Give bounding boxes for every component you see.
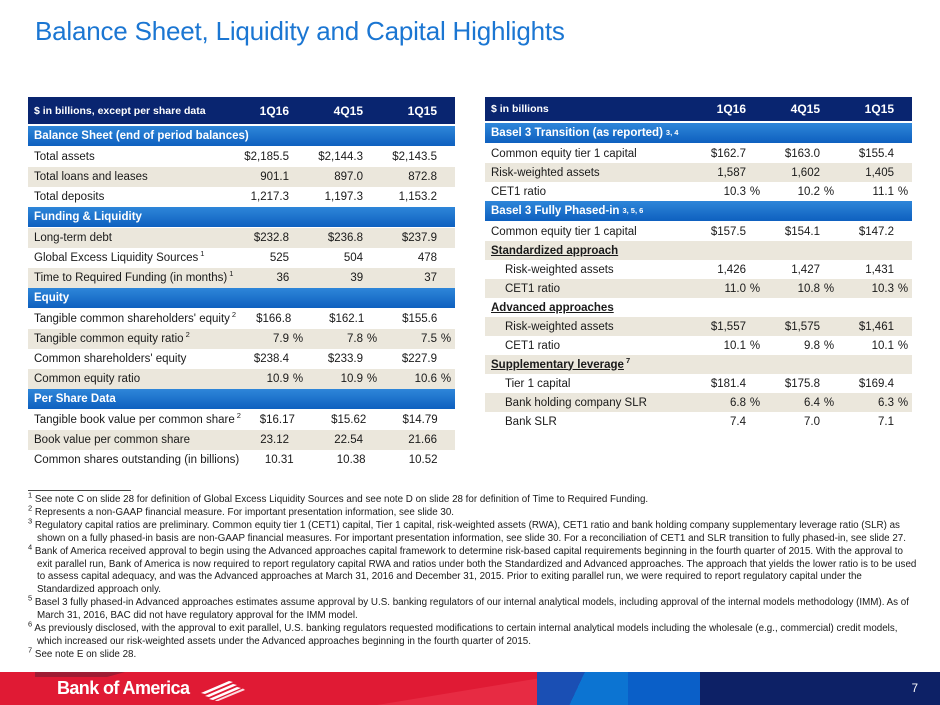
table-row <box>28 450 455 470</box>
row-label <box>34 330 233 345</box>
cell-value: 504 <box>343 252 363 264</box>
percent-sign: % <box>823 396 835 409</box>
brand-text: Bank of America <box>57 678 190 698</box>
table-row <box>485 412 912 431</box>
table-row <box>28 268 455 288</box>
cell-value: $14.79 <box>402 414 438 426</box>
footnote-text: As previously disclosed, with the approval to exit parallel, U.S. banking regulators requested modifications to certain internal analytical models including the wholesale (e.g., commercial) credit models, which increased our risk-weighted assets under the Advanced approaches beginning in the fourth quarter of 2015. <box>34 623 898 647</box>
row-label <box>491 186 690 198</box>
table-row <box>485 260 912 279</box>
table-row <box>485 336 912 355</box>
row-label-text: Bank holding company SLR <box>505 396 647 409</box>
column-header: 1Q16 <box>716 102 746 116</box>
footer-red-band <box>0 672 537 705</box>
row-label <box>34 310 237 325</box>
cell-value: 1,405 <box>865 166 894 179</box>
cell-value: 39 <box>350 272 364 284</box>
footnote-number: 1 <box>28 490 33 500</box>
row-label-text: Long-term debt <box>34 232 112 244</box>
row-label <box>491 167 690 179</box>
cell-value: $15.62 <box>331 414 367 426</box>
table-row <box>485 374 912 393</box>
cell-value: $16.17 <box>259 414 295 426</box>
footnote-number: 6 <box>28 619 33 629</box>
row-label-superscript: 1 <box>229 269 234 279</box>
row-label-superscript: 2 <box>185 330 190 340</box>
cell-value: 7.4 <box>730 415 746 428</box>
row-label <box>34 434 233 446</box>
row-label-text: Supplementary leverage <box>491 358 624 371</box>
row-label-text: CET1 ratio <box>491 185 546 198</box>
percent-sign: % <box>897 396 909 409</box>
table-row <box>485 279 912 298</box>
row-label <box>491 355 912 371</box>
row-label <box>34 151 233 163</box>
cell-value: 1,197.3 <box>324 191 363 203</box>
section-header-label: Equity <box>34 292 70 304</box>
table-row <box>485 355 912 374</box>
footnote <box>28 542 918 598</box>
cell-value: $227.9 <box>401 353 437 365</box>
cell-value: 1,217.3 <box>250 191 289 203</box>
cell-value: 901.1 <box>260 171 289 183</box>
row-label-text: Common equity tier 1 capital <box>491 147 637 160</box>
cell-value: 10.31 <box>264 454 294 466</box>
cell-value: 1,426 <box>717 263 746 276</box>
row-label-text: CET1 ratio <box>505 339 560 352</box>
row-label <box>491 416 690 428</box>
row-label <box>34 191 233 203</box>
row-label <box>34 249 233 264</box>
footer-blue-segment <box>537 672 628 705</box>
percent-sign: % <box>440 333 452 345</box>
row-label-superscript: 7 <box>625 355 631 365</box>
cell-value: $238.4 <box>253 353 289 365</box>
column-header: 4Q15 <box>333 103 363 118</box>
cell-value: 10.1 <box>723 339 746 352</box>
percent-sign: % <box>366 373 378 385</box>
percent-sign: % <box>749 396 761 409</box>
footer-accent-shape <box>377 672 537 705</box>
cell-value: 525 <box>269 252 289 264</box>
footnote-text: Represents a non-GAAP financial measure. For important presentation information, see slide 30. <box>34 506 455 518</box>
table-row <box>28 187 455 207</box>
cell-value: 10.3 <box>871 282 894 295</box>
percent-sign: % <box>897 185 909 198</box>
row-label-text: Bank SLR <box>505 415 557 428</box>
cell-value: 23.12 <box>260 434 289 446</box>
footer-navy-segment <box>700 672 940 705</box>
cell-value: 10.8 <box>797 282 820 295</box>
row-label <box>34 171 233 183</box>
footnote <box>28 645 918 662</box>
percent-sign: % <box>897 282 909 295</box>
table-header-label: $ in billions, except per share data <box>34 104 206 117</box>
balance-sheet-table <box>28 97 455 470</box>
percent-sign: % <box>823 282 835 295</box>
section-header <box>28 288 455 309</box>
row-label <box>34 411 241 426</box>
footer-bar <box>0 672 940 705</box>
row-label-text: Tangible common shareholders' equity <box>34 313 230 325</box>
percent-sign: % <box>823 339 835 352</box>
cell-value: $166.8 <box>256 313 292 325</box>
footnote-text: See note E on slide 28. <box>34 648 137 660</box>
footnote-number: 5 <box>28 593 33 603</box>
cell-value: $2,143.5 <box>392 151 437 163</box>
cell-value: 10.3 <box>723 185 746 198</box>
table-row <box>28 248 455 268</box>
cell-value: $157.5 <box>710 225 746 238</box>
cell-value: $1,575 <box>784 320 820 333</box>
column-header: 1Q15 <box>864 102 894 116</box>
cell-value: 10.2 <box>797 185 820 198</box>
column-header: 4Q15 <box>790 102 820 116</box>
percent-sign: % <box>366 333 378 345</box>
row-label-text: CET1 ratio <box>505 282 560 295</box>
cell-value: $162.1 <box>329 313 365 325</box>
table-row <box>485 241 912 260</box>
cell-value: $181.4 <box>710 377 746 390</box>
cell-value: 1,431 <box>865 263 894 276</box>
row-label-superscript: 2 <box>231 310 237 320</box>
table-row <box>485 222 912 241</box>
cell-value: 6.8 <box>730 396 746 409</box>
footnote <box>28 490 918 507</box>
table-row <box>28 228 455 248</box>
table-row <box>485 144 912 163</box>
row-label <box>491 378 690 390</box>
cell-value: 10.6 <box>414 373 437 385</box>
row-label-text: Risk-weighted assets <box>505 263 614 276</box>
footnote <box>28 503 918 520</box>
cell-value: 22.54 <box>334 434 363 446</box>
cell-value: 1,587 <box>717 166 746 179</box>
cell-value: 7.8 <box>347 333 363 345</box>
cell-value: 478 <box>417 252 437 264</box>
row-label-text: Total loans and leases <box>34 171 148 183</box>
row-label <box>491 302 912 314</box>
section-header: Basel 3 Transition (as reported) 3, 4 <box>485 123 912 144</box>
section-header-label: Funding & Liquidity <box>34 211 142 223</box>
cell-value: 1,153.2 <box>398 191 437 203</box>
cell-value: 11.1 <box>872 185 894 198</box>
row-label <box>491 321 690 333</box>
cell-value: 36 <box>276 272 290 284</box>
cell-value: 10.1 <box>871 339 894 352</box>
footnote-number: 3 <box>28 516 33 526</box>
cell-value: $233.9 <box>327 353 363 365</box>
row-label-superscript: 2 <box>236 411 241 421</box>
row-label <box>34 373 233 385</box>
table-row <box>28 167 455 187</box>
page-title: Balance Sheet, Liquidity and Capital Highlights <box>35 16 565 46</box>
percent-sign: % <box>749 282 761 295</box>
section-header <box>28 207 455 228</box>
row-label-text: Common shares outstanding (in billions) <box>34 454 240 466</box>
cell-value: 7.5 <box>421 333 437 345</box>
row-label <box>491 226 690 238</box>
row-label-text: Total assets <box>34 151 95 163</box>
percent-sign: % <box>749 185 761 198</box>
section-header-label: Per Share Data <box>34 393 116 405</box>
cell-value: 10.9 <box>340 373 363 385</box>
bank-of-america-flag-icon <box>199 677 245 701</box>
cell-value: $155.4 <box>858 147 894 160</box>
table-row <box>28 430 455 450</box>
cell-value: 10.9 <box>266 373 289 385</box>
footer-blue-segment <box>628 672 700 705</box>
cell-value: $232.8 <box>253 232 289 244</box>
row-label <box>491 283 690 295</box>
row-label <box>34 353 233 365</box>
cell-value: 9.8 <box>804 339 820 352</box>
page-number: 7 <box>911 682 918 695</box>
row-label-text: Common equity tier 1 capital <box>491 225 637 238</box>
row-label <box>491 245 912 257</box>
table-row <box>28 349 455 369</box>
row-label-text: Book value per common share <box>34 434 190 446</box>
section-header-label: Balance Sheet (end of period balances) <box>34 130 249 142</box>
cell-value: $155.6 <box>402 313 438 325</box>
row-label-text: Common shareholders' equity <box>34 353 187 365</box>
row-label <box>491 340 690 352</box>
bank-of-america-logo <box>57 672 245 705</box>
footnote-number: 2 <box>28 503 33 513</box>
table-row <box>28 329 455 349</box>
cell-value: 7.0 <box>804 415 820 428</box>
cell-value: 1,602 <box>791 166 820 179</box>
footnote-text: See note C on slide 28 for definition of Global Excess Liquidity Sources and see note D on slide 28 for definition of Time to Required Funding. <box>34 494 649 505</box>
row-label-text: Tier 1 capital <box>505 377 571 390</box>
row-label <box>491 148 690 160</box>
cell-value: 7.1 <box>878 415 894 428</box>
row-label-text: Common equity ratio <box>34 373 141 385</box>
row-label-text: Advanced approaches <box>491 301 614 314</box>
row-label-text: Risk-weighted assets <box>491 166 600 179</box>
row-label <box>491 397 690 409</box>
table-row <box>28 309 455 329</box>
cell-value: $2,185.5 <box>244 151 289 163</box>
cell-value: 6.3 <box>878 396 894 409</box>
table-header-row <box>485 97 912 123</box>
row-label <box>34 232 233 244</box>
percent-sign: % <box>292 333 304 345</box>
row-label-text: Tangible book value per common share <box>34 414 235 426</box>
percent-sign: % <box>440 373 452 385</box>
cell-value: $147.2 <box>858 225 894 238</box>
cell-value: 10.38 <box>336 454 366 466</box>
footnote <box>28 619 918 649</box>
cell-value: 872.8 <box>408 171 437 183</box>
column-header: 1Q16 <box>259 103 289 118</box>
table-row <box>28 369 455 389</box>
percent-sign: % <box>897 339 909 352</box>
footnote-text: Basel 3 fully phased-in Advanced approaches estimates assume approval by U.S. banking regulators of our internal analytical models, including approval of the internal models methodology (IMM). As of March 31, 2016, BAC did not have regulatory approval for the IMM model. <box>34 597 909 622</box>
section-header-label: Basel 3 Fully Phased-in <box>491 205 620 217</box>
table-row <box>485 163 912 182</box>
table-row <box>485 298 912 317</box>
table-row <box>485 317 912 336</box>
footnotes <box>28 490 918 662</box>
row-label-text: Total deposits <box>34 191 105 203</box>
table-header-label: $ in billions <box>491 103 549 115</box>
cell-value: 37 <box>424 272 438 284</box>
footnote-text: Bank of America received approval to begin using the Advanced approaches capital framework to determine risk-based capital requirements beginning in the fourth quarter of 2015. With the approval to exit parallel run, Bank of America is now required to report regulatory capital RWA and ratios under both the Standardized and Advanced approaches. The approach that yields the lower ratio is to be used to assess capital adequacy, and was the Advanced approaches at March 31, 2016 and December 31, 2015. Prior to exiting parallel run, we were required to report regulatory capital under the Standardized approach only. <box>34 545 917 596</box>
table-row <box>28 410 455 430</box>
row-label-text: Global Excess Liquidity Sources <box>34 252 199 264</box>
cell-value: 6.4 <box>804 396 820 409</box>
row-label-text: Standardized approach <box>491 244 619 257</box>
section-header-label: Basel 3 Transition (as reported) <box>491 127 663 139</box>
row-label <box>34 454 239 466</box>
section-header: Basel 3 Fully Phased-in 3, 5, 6 <box>485 201 912 222</box>
row-label <box>491 264 690 276</box>
cell-value: $1,557 <box>710 320 746 333</box>
row-label <box>34 269 234 284</box>
table-header-row <box>28 97 455 126</box>
row-label-text: Time to Required Funding (in months) <box>34 272 228 284</box>
cell-value: 897.0 <box>334 171 363 183</box>
footnote <box>28 516 918 546</box>
section-header <box>28 126 455 147</box>
capital-table <box>485 97 912 431</box>
cell-value: $1,461 <box>858 320 894 333</box>
footnote-number: 4 <box>28 542 33 552</box>
cell-value: $236.8 <box>327 232 363 244</box>
percent-sign: % <box>823 185 835 198</box>
cell-value: $237.9 <box>401 232 437 244</box>
cell-value: $169.4 <box>858 377 894 390</box>
cell-value: $162.7 <box>710 147 746 160</box>
footnote <box>28 593 918 623</box>
table-row <box>28 147 455 167</box>
percent-sign: % <box>749 339 761 352</box>
footnote-text: Regulatory capital ratios are preliminary. Common equity tier 1 (CET1) capital, Tier 1 capital, risk-weighted assets (RWA), CET1 ratio and bank holding company supplementary leverage ratio (SLR) as shown on a fully phased-in basis are non-GAAP financial measures. For important presentation information, see slide 30. For a reconciliation of CET1 and SLR transition to fully phased-in, see slide 27. <box>34 519 906 544</box>
footnote-divider <box>28 490 131 491</box>
cell-value: $154.1 <box>784 225 820 238</box>
cell-value: $163.0 <box>784 147 820 160</box>
percent-sign: % <box>292 373 304 385</box>
row-label-text: Risk-weighted assets <box>505 320 614 333</box>
table-row <box>485 393 912 412</box>
row-label-text: Tangible common equity ratio <box>34 333 184 345</box>
cell-value: 10.52 <box>408 454 438 466</box>
table-row <box>485 182 912 201</box>
section-header <box>28 389 455 410</box>
cell-value: 11.0 <box>724 282 746 295</box>
footnote-number: 7 <box>28 645 33 655</box>
cell-value: $2,144.3 <box>318 151 363 163</box>
cell-value: 21.66 <box>408 434 437 446</box>
column-header: 1Q15 <box>407 103 437 118</box>
cell-value: 1,427 <box>791 263 820 276</box>
cell-value: 7.9 <box>273 333 289 345</box>
cell-value: $175.8 <box>784 377 820 390</box>
row-label-superscript: 1 <box>200 249 205 259</box>
